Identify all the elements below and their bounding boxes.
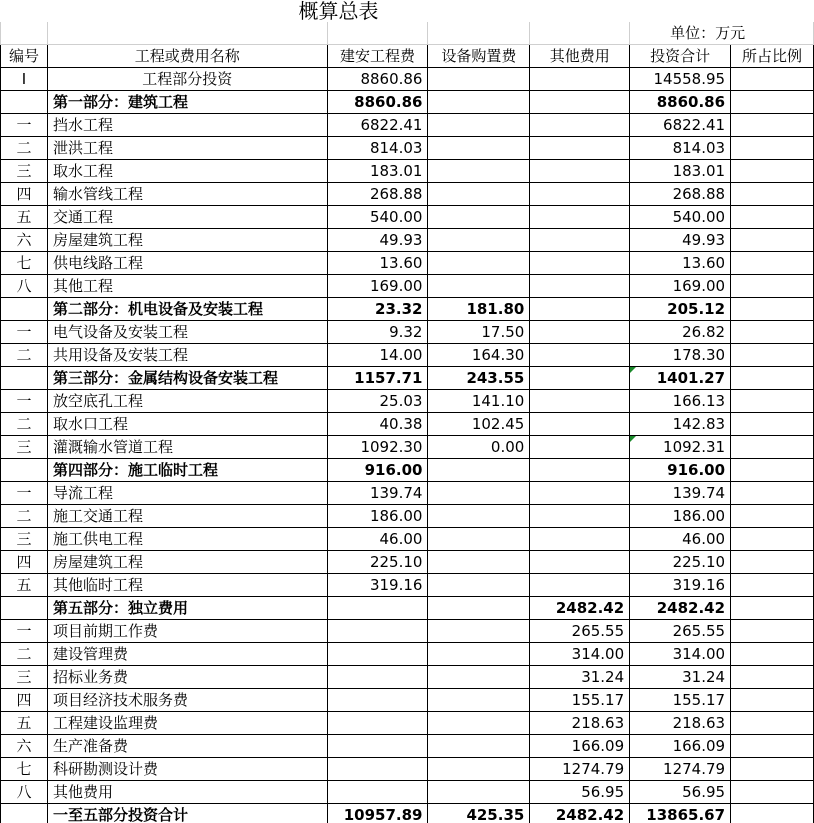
- cell-ratio[interactable]: [731, 482, 814, 505]
- cell-name[interactable]: 生产准备费: [47, 735, 327, 758]
- cell-total[interactable]: 265.55: [630, 620, 731, 643]
- cell-ratio[interactable]: [731, 344, 814, 367]
- header-cell-total[interactable]: 投资合计: [630, 45, 731, 68]
- cell-equipment-cost[interactable]: [428, 781, 530, 804]
- cell-total[interactable]: 46.00: [630, 528, 731, 551]
- cell-equipment-cost[interactable]: 181.80: [428, 298, 530, 321]
- cell-construction-cost[interactable]: [327, 735, 428, 758]
- cell-ratio[interactable]: [731, 91, 814, 114]
- cell-ratio[interactable]: [731, 275, 814, 298]
- cell-construction-cost[interactable]: 25.03: [327, 390, 428, 413]
- cell-construction-cost[interactable]: 139.74: [327, 482, 428, 505]
- unit-label[interactable]: 单位：万元: [630, 22, 814, 45]
- cell-no[interactable]: [1, 597, 48, 620]
- cell-construction-cost[interactable]: 1157.71: [327, 367, 428, 390]
- cell-ratio[interactable]: [731, 206, 814, 229]
- cell-name[interactable]: 第四部分：施工临时工程: [47, 459, 327, 482]
- cell-other-cost[interactable]: [530, 551, 630, 574]
- cell-other-cost[interactable]: 314.00: [530, 643, 630, 666]
- cell-name[interactable]: 导流工程: [47, 482, 327, 505]
- cell-ratio[interactable]: [731, 804, 814, 823]
- cell-no[interactable]: 三: [1, 528, 48, 551]
- cell[interactable]: [530, 22, 630, 45]
- header-cell-equipment[interactable]: 设备购置费: [428, 45, 530, 68]
- cell-ratio[interactable]: [731, 620, 814, 643]
- cell-other-cost[interactable]: 265.55: [530, 620, 630, 643]
- cell-name[interactable]: 其他工程: [47, 275, 327, 298]
- cell-construction-cost[interactable]: 268.88: [327, 183, 428, 206]
- cell-name[interactable]: 施工交通工程: [47, 505, 327, 528]
- cell-total[interactable]: 314.00: [630, 643, 731, 666]
- cell-ratio[interactable]: [731, 689, 814, 712]
- cell-name[interactable]: 招标业务费: [47, 666, 327, 689]
- header-row: [1, 45, 814, 68]
- cell-ratio[interactable]: [731, 160, 814, 183]
- cell-name[interactable]: 取水口工程: [47, 413, 327, 436]
- cell-other-cost[interactable]: [530, 68, 630, 91]
- cell-total[interactable]: 169.00: [630, 275, 731, 298]
- table-row: [1, 91, 814, 114]
- cell-ratio[interactable]: [731, 551, 814, 574]
- cell-no[interactable]: 二: [1, 505, 48, 528]
- cell-construction-cost[interactable]: [327, 781, 428, 804]
- cell-equipment-cost[interactable]: 141.10: [428, 390, 530, 413]
- cell-no[interactable]: 七: [1, 252, 48, 275]
- cell-total[interactable]: 1092.31: [630, 436, 731, 459]
- cell-equipment-cost[interactable]: [428, 229, 530, 252]
- cell-ratio[interactable]: [731, 758, 814, 781]
- header-cell-construction[interactable]: 建安工程费: [327, 45, 428, 68]
- cell-equipment-cost[interactable]: [428, 137, 530, 160]
- cell-other-cost[interactable]: 56.95: [530, 781, 630, 804]
- cell-no[interactable]: 四: [1, 551, 48, 574]
- cell-no[interactable]: 一: [1, 390, 48, 413]
- cell-no[interactable]: 五: [1, 574, 48, 597]
- table-row: [1, 390, 814, 413]
- cell-equipment-cost[interactable]: 425.35: [428, 804, 530, 823]
- table-row: [1, 436, 814, 459]
- cell-total[interactable]: 2482.42: [630, 597, 731, 620]
- cell-total[interactable]: 31.24: [630, 666, 731, 689]
- cell-name[interactable]: 交通工程: [47, 206, 327, 229]
- cell-equipment-cost[interactable]: [428, 91, 530, 114]
- cell-total[interactable]: 540.00: [630, 206, 731, 229]
- table-row: [1, 344, 814, 367]
- table-row: [1, 597, 814, 620]
- cell-ratio[interactable]: [731, 229, 814, 252]
- cell-no[interactable]: 二: [1, 413, 48, 436]
- cell-construction-cost[interactable]: 169.00: [327, 275, 428, 298]
- table-row: [1, 758, 814, 781]
- cell-no[interactable]: 三: [1, 436, 48, 459]
- cell-other-cost[interactable]: [530, 505, 630, 528]
- cell-construction-cost[interactable]: 6822.41: [327, 114, 428, 137]
- cell-total[interactable]: 186.00: [630, 505, 731, 528]
- cell-no[interactable]: [1, 91, 48, 114]
- cell[interactable]: [630, 0, 731, 22]
- cell-equipment-cost[interactable]: [428, 482, 530, 505]
- table-row: [1, 206, 814, 229]
- cell-total[interactable]: 916.00: [630, 459, 731, 482]
- cell-equipment-cost[interactable]: [428, 689, 530, 712]
- table-row: [1, 528, 814, 551]
- cell-construction-cost[interactable]: [327, 666, 428, 689]
- cell-no[interactable]: 六: [1, 229, 48, 252]
- table-row: [1, 367, 814, 390]
- cell-construction-cost[interactable]: [327, 643, 428, 666]
- table-row: [1, 114, 814, 137]
- cell-construction-cost[interactable]: 40.38: [327, 413, 428, 436]
- cell-other-cost[interactable]: [530, 275, 630, 298]
- cell-no[interactable]: [1, 298, 48, 321]
- cell-equipment-cost[interactable]: [428, 206, 530, 229]
- table-row: [1, 666, 814, 689]
- cell-total[interactable]: 155.17: [630, 689, 731, 712]
- cell-equipment-cost[interactable]: [428, 735, 530, 758]
- table-row: [1, 643, 814, 666]
- cell-no[interactable]: 五: [1, 206, 48, 229]
- table-row: [1, 804, 814, 823]
- cell-name[interactable]: 泄洪工程: [47, 137, 327, 160]
- cell-total[interactable]: 26.82: [630, 321, 731, 344]
- cell-other-cost[interactable]: [530, 183, 630, 206]
- cell-no[interactable]: 四: [1, 689, 48, 712]
- cell-equipment-cost[interactable]: [428, 551, 530, 574]
- cell-ratio[interactable]: [731, 666, 814, 689]
- cell-no[interactable]: 三: [1, 160, 48, 183]
- cell-total[interactable]: 319.16: [630, 574, 731, 597]
- cell-name[interactable]: 放空底孔工程: [47, 390, 327, 413]
- cell-construction-cost[interactable]: 540.00: [327, 206, 428, 229]
- cell-construction-cost[interactable]: [327, 620, 428, 643]
- cell-no[interactable]: Ⅰ: [1, 68, 48, 91]
- header-cell-name[interactable]: 工程或费用名称: [47, 45, 327, 68]
- cell-construction-cost[interactable]: 13.60: [327, 252, 428, 275]
- cell-equipment-cost[interactable]: [428, 574, 530, 597]
- title-row: [1, 0, 814, 22]
- cell-total[interactable]: 49.93: [630, 229, 731, 252]
- cell-other-cost[interactable]: 1274.79: [530, 758, 630, 781]
- cell-other-cost[interactable]: 31.24: [530, 666, 630, 689]
- cell-ratio[interactable]: [731, 413, 814, 436]
- cell-construction-cost[interactable]: 14.00: [327, 344, 428, 367]
- cell-equipment-cost[interactable]: [428, 68, 530, 91]
- cell-other-cost[interactable]: [530, 390, 630, 413]
- cell-equipment-cost[interactable]: [428, 183, 530, 206]
- cell-other-cost[interactable]: 155.17: [530, 689, 630, 712]
- table-row: [1, 712, 814, 735]
- cell-ratio[interactable]: [731, 298, 814, 321]
- cell-name[interactable]: 供电线路工程: [47, 252, 327, 275]
- cell-equipment-cost[interactable]: [428, 758, 530, 781]
- cell-other-cost[interactable]: [530, 528, 630, 551]
- cell-name[interactable]: 一至五部分投资合计: [47, 804, 327, 823]
- cell-total[interactable]: 183.01: [630, 160, 731, 183]
- cell-construction-cost[interactable]: 9.32: [327, 321, 428, 344]
- cell-ratio[interactable]: [731, 505, 814, 528]
- cell-name[interactable]: 灌溉输水管道工程: [47, 436, 327, 459]
- cell-ratio[interactable]: [731, 459, 814, 482]
- table-row: [1, 459, 814, 482]
- cell-other-cost[interactable]: [530, 160, 630, 183]
- table-row: [1, 160, 814, 183]
- cell-ratio[interactable]: [731, 436, 814, 459]
- cell-no[interactable]: 二: [1, 344, 48, 367]
- cell-total[interactable]: 142.83: [630, 413, 731, 436]
- cell-no[interactable]: [1, 459, 48, 482]
- cell-total[interactable]: 13865.67: [630, 804, 731, 823]
- cell-no[interactable]: 八: [1, 781, 48, 804]
- cell-equipment-cost[interactable]: 102.45: [428, 413, 530, 436]
- cell-ratio[interactable]: [731, 137, 814, 160]
- cell-name[interactable]: 房屋建筑工程: [47, 551, 327, 574]
- cell-no[interactable]: 一: [1, 482, 48, 505]
- cell[interactable]: [47, 22, 327, 45]
- cell-name[interactable]: 项目经济技术服务费: [47, 689, 327, 712]
- table-row: [1, 551, 814, 574]
- cell-construction-cost[interactable]: [327, 712, 428, 735]
- cell-construction-cost[interactable]: 8860.86: [327, 91, 428, 114]
- cell-other-cost[interactable]: [530, 91, 630, 114]
- cell-name[interactable]: 工程部分投资: [47, 68, 327, 91]
- cell-name[interactable]: 其他临时工程: [47, 574, 327, 597]
- cell-equipment-cost[interactable]: [428, 712, 530, 735]
- cell-other-cost[interactable]: [530, 137, 630, 160]
- table-row: [1, 482, 814, 505]
- cell-no[interactable]: [1, 367, 48, 390]
- cell-no[interactable]: 一: [1, 620, 48, 643]
- cell-other-cost[interactable]: [530, 482, 630, 505]
- cell-equipment-cost[interactable]: 17.50: [428, 321, 530, 344]
- cell-name[interactable]: 其他费用: [47, 781, 327, 804]
- cell-construction-cost[interactable]: [327, 689, 428, 712]
- cell-total[interactable]: 8860.86: [630, 91, 731, 114]
- cell-construction-cost[interactable]: [327, 758, 428, 781]
- cell-other-cost[interactable]: [530, 229, 630, 252]
- cell-no[interactable]: 四: [1, 183, 48, 206]
- table-row: [1, 321, 814, 344]
- cell[interactable]: [1, 22, 48, 45]
- cell-no[interactable]: 二: [1, 643, 48, 666]
- cell-other-cost[interactable]: [530, 574, 630, 597]
- cell-equipment-cost[interactable]: [428, 643, 530, 666]
- cell-ratio[interactable]: [731, 597, 814, 620]
- cell-construction-cost[interactable]: 186.00: [327, 505, 428, 528]
- cell-no[interactable]: 七: [1, 758, 48, 781]
- cell-ratio[interactable]: [731, 321, 814, 344]
- table-row: [1, 298, 814, 321]
- cell-no[interactable]: 八: [1, 275, 48, 298]
- cell-equipment-cost[interactable]: [428, 275, 530, 298]
- cell-name[interactable]: 建设管理费: [47, 643, 327, 666]
- cell-equipment-cost[interactable]: [428, 505, 530, 528]
- cell-no[interactable]: 二: [1, 137, 48, 160]
- table-row: [1, 413, 814, 436]
- table-row: [1, 505, 814, 528]
- cell-name[interactable]: 第三部分：金属结构设备安装工程: [47, 367, 327, 390]
- cell-equipment-cost[interactable]: [428, 597, 530, 620]
- cell-other-cost[interactable]: [530, 459, 630, 482]
- table-row: [1, 689, 814, 712]
- cell-other-cost[interactable]: [530, 252, 630, 275]
- table-row: [1, 620, 814, 643]
- cell-other-cost[interactable]: 2482.42: [530, 804, 630, 823]
- cell-total[interactable]: 56.95: [630, 781, 731, 804]
- cell-construction-cost[interactable]: 183.01: [327, 160, 428, 183]
- cell-total[interactable]: 1401.27: [630, 367, 731, 390]
- cell-construction-cost[interactable]: 319.16: [327, 574, 428, 597]
- cell-name[interactable]: 科研勘测设计费: [47, 758, 327, 781]
- cell-equipment-cost[interactable]: 164.30: [428, 344, 530, 367]
- cell-equipment-cost[interactable]: 0.00: [428, 436, 530, 459]
- cell-other-cost[interactable]: [530, 344, 630, 367]
- cell-total[interactable]: 225.10: [630, 551, 731, 574]
- cell-total[interactable]: 814.03: [630, 137, 731, 160]
- cell-name[interactable]: 房屋建筑工程: [47, 229, 327, 252]
- cell-name[interactable]: 第一部分：建筑工程: [47, 91, 327, 114]
- cell-other-cost[interactable]: [530, 413, 630, 436]
- cell-other-cost[interactable]: [530, 298, 630, 321]
- table-row: [1, 252, 814, 275]
- cell-equipment-cost[interactable]: [428, 528, 530, 551]
- cell-ratio[interactable]: [731, 574, 814, 597]
- table-row: [1, 229, 814, 252]
- cell-equipment-cost[interactable]: [428, 160, 530, 183]
- cell-equipment-cost[interactable]: 243.55: [428, 367, 530, 390]
- cell-name[interactable]: 第五部分：独立费用: [47, 597, 327, 620]
- table-row: [1, 781, 814, 804]
- cell-ratio[interactable]: [731, 712, 814, 735]
- cell-other-cost[interactable]: [530, 436, 630, 459]
- cell-total[interactable]: 268.88: [630, 183, 731, 206]
- table-row: [1, 275, 814, 298]
- cell-total[interactable]: 218.63: [630, 712, 731, 735]
- cell-other-cost[interactable]: 166.09: [530, 735, 630, 758]
- cell-name[interactable]: 项目前期工作费: [47, 620, 327, 643]
- cell-other-cost[interactable]: [530, 114, 630, 137]
- cell-construction-cost[interactable]: 23.32: [327, 298, 428, 321]
- cell-ratio[interactable]: [731, 735, 814, 758]
- cell-name[interactable]: 取水工程: [47, 160, 327, 183]
- sheet-title[interactable]: 概算总表: [298, 0, 379, 22]
- cell-ratio[interactable]: [731, 68, 814, 91]
- cell-construction-cost[interactable]: 49.93: [327, 229, 428, 252]
- cell-ratio[interactable]: [731, 367, 814, 390]
- table-row: [1, 68, 814, 91]
- cell-ratio[interactable]: [731, 643, 814, 666]
- cell-ratio[interactable]: [731, 183, 814, 206]
- cell-equipment-cost[interactable]: [428, 114, 530, 137]
- cell-name[interactable]: 第二部分：机电设备及安装工程: [47, 298, 327, 321]
- cell-other-cost[interactable]: 2482.42: [530, 597, 630, 620]
- cell-construction-cost[interactable]: [327, 597, 428, 620]
- header-cell-other[interactable]: 其他费用: [530, 45, 630, 68]
- table-row: [1, 137, 814, 160]
- cell-equipment-cost[interactable]: [428, 620, 530, 643]
- table-row: [1, 574, 814, 597]
- cell-equipment-cost[interactable]: [428, 252, 530, 275]
- cell-no[interactable]: 一: [1, 114, 48, 137]
- cell-ratio[interactable]: [731, 114, 814, 137]
- table-row: [1, 183, 814, 206]
- cell-construction-cost[interactable]: 814.03: [327, 137, 428, 160]
- cell[interactable]: [1, 0, 48, 22]
- cell-name[interactable]: 挡水工程: [47, 114, 327, 137]
- cell-total[interactable]: 6822.41: [630, 114, 731, 137]
- cell-total[interactable]: 13.60: [630, 252, 731, 275]
- header-cell-no[interactable]: 编号: [1, 45, 48, 68]
- cell-construction-cost[interactable]: 8860.86: [327, 68, 428, 91]
- cell-construction-cost[interactable]: 46.00: [327, 528, 428, 551]
- cell[interactable]: [731, 0, 814, 22]
- cell-ratio[interactable]: [731, 390, 814, 413]
- cell-no[interactable]: 五: [1, 712, 48, 735]
- cell[interactable]: [327, 22, 428, 45]
- cell-no[interactable]: 三: [1, 666, 48, 689]
- cell-construction-cost[interactable]: 916.00: [327, 459, 428, 482]
- cell-total[interactable]: 166.13: [630, 390, 731, 413]
- cell-total[interactable]: 14558.95: [630, 68, 731, 91]
- cell-other-cost[interactable]: 218.63: [530, 712, 630, 735]
- cell-equipment-cost[interactable]: [428, 459, 530, 482]
- cell[interactable]: [428, 22, 530, 45]
- cell-total[interactable]: 166.09: [630, 735, 731, 758]
- cell-ratio[interactable]: [731, 528, 814, 551]
- cell-name[interactable]: 施工供电工程: [47, 528, 327, 551]
- cell-other-cost[interactable]: [530, 321, 630, 344]
- cell-name[interactable]: 输水管线工程: [47, 183, 327, 206]
- cell-total[interactable]: 178.30: [630, 344, 731, 367]
- cell-construction-cost[interactable]: 1092.30: [327, 436, 428, 459]
- cell-ratio[interactable]: [731, 781, 814, 804]
- table-row: [1, 735, 814, 758]
- cell-name[interactable]: 电气设备及安装工程: [47, 321, 327, 344]
- cell-no[interactable]: [1, 804, 48, 823]
- cell-total[interactable]: 1274.79: [630, 758, 731, 781]
- cell-no[interactable]: 一: [1, 321, 48, 344]
- cell-no[interactable]: 六: [1, 735, 48, 758]
- unit-row: [1, 22, 814, 45]
- cell-name[interactable]: 工程建设监理费: [47, 712, 327, 735]
- cell-total[interactable]: 205.12: [630, 298, 731, 321]
- cell-construction-cost[interactable]: 10957.89: [327, 804, 428, 823]
- cell-other-cost[interactable]: [530, 367, 630, 390]
- cell-total[interactable]: 139.74: [630, 482, 731, 505]
- cell-equipment-cost[interactable]: [428, 666, 530, 689]
- cell-construction-cost[interactable]: 225.10: [327, 551, 428, 574]
- header-cell-ratio[interactable]: 所占比例: [731, 45, 814, 68]
- cell-other-cost[interactable]: [530, 206, 630, 229]
- cell-ratio[interactable]: [731, 252, 814, 275]
- cell-name[interactable]: 共用设备及安装工程: [47, 344, 327, 367]
